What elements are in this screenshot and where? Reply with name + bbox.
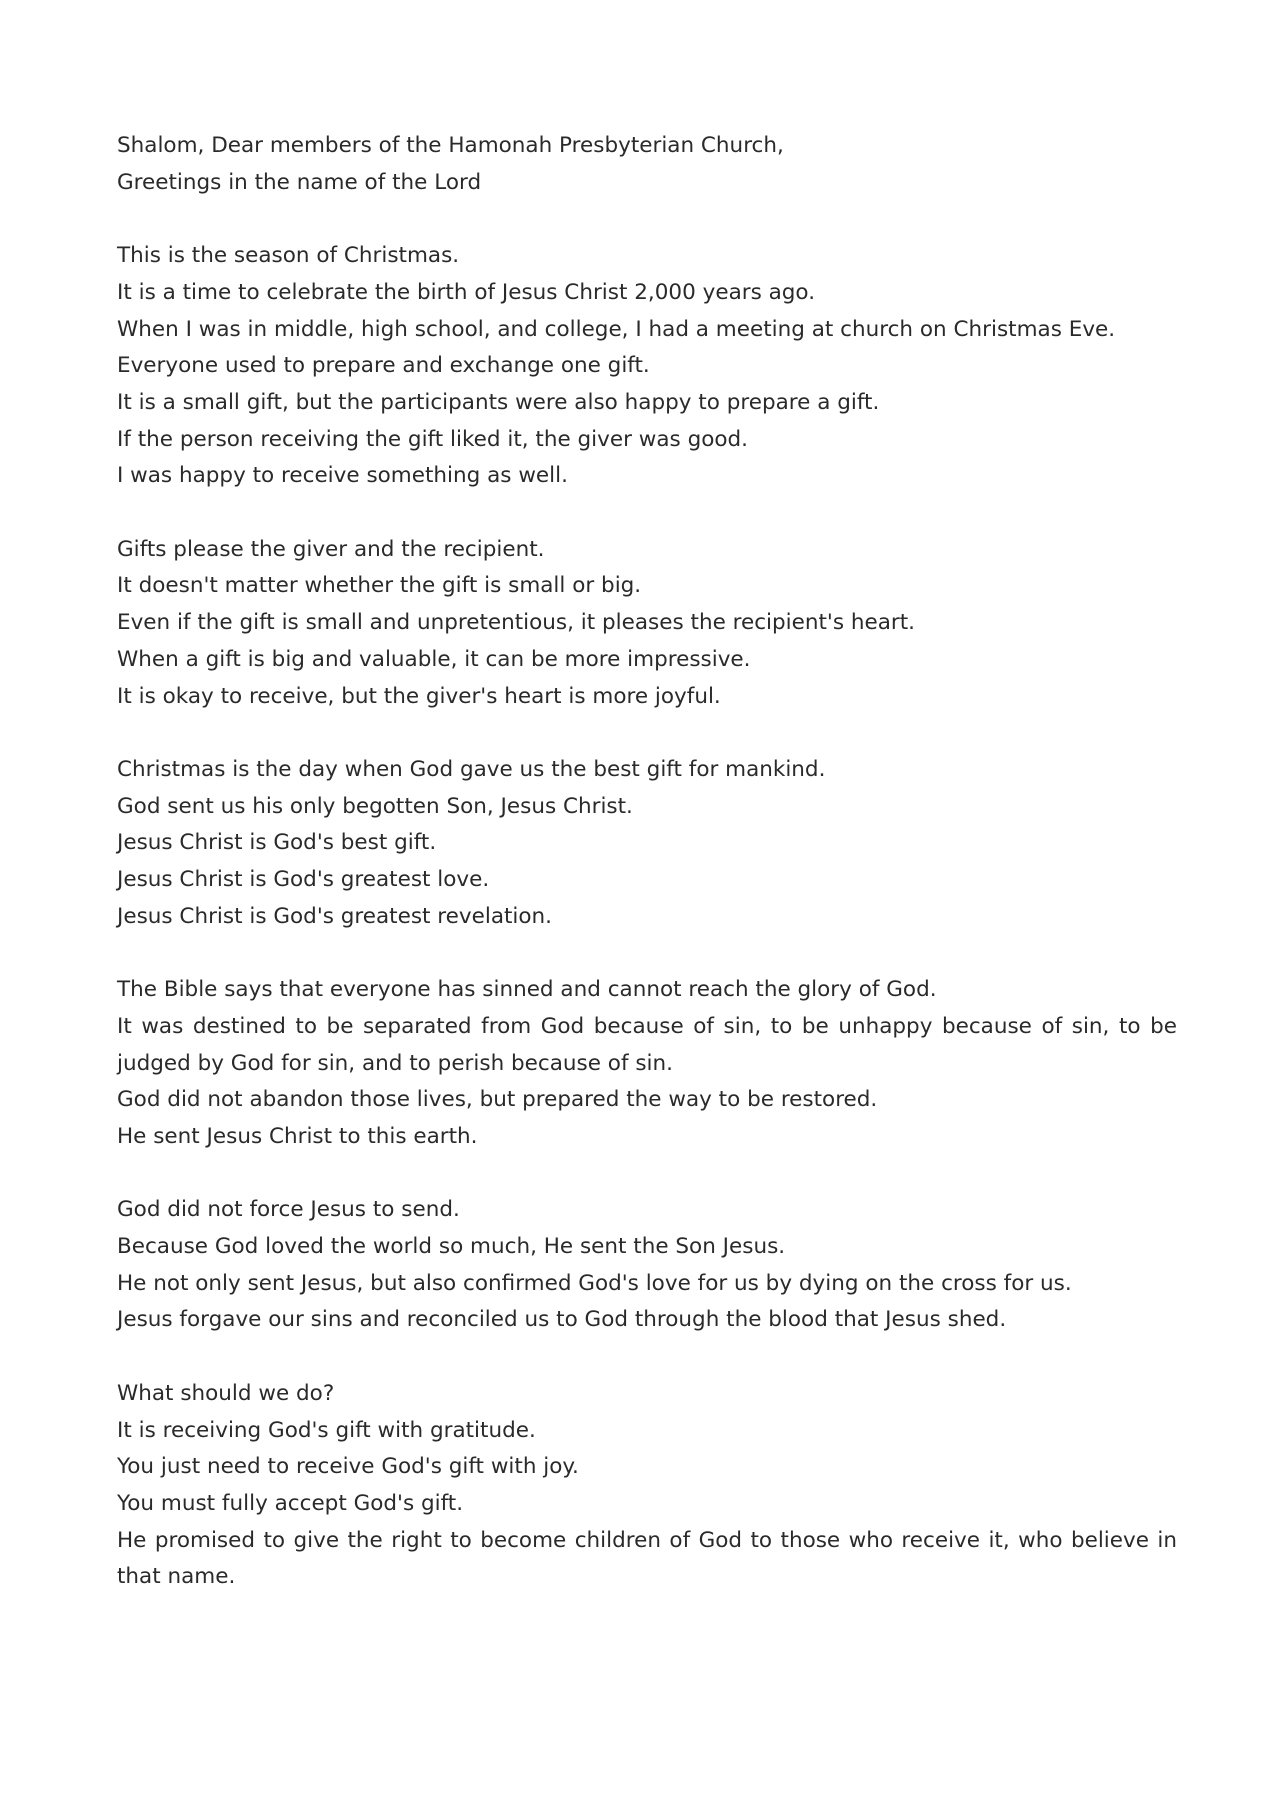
text-line: Jesus forgave our sins and reconciled us to God through the blood that Jesus shed. bbox=[117, 1307, 1007, 1333]
text-line: You just need to receive God's gift with joy. bbox=[117, 1454, 579, 1480]
text-line: He sent Jesus Christ to this earth. bbox=[117, 1123, 478, 1149]
text-line: It is receiving God's gift with gratitude. bbox=[117, 1417, 536, 1443]
text-line: If the person receiving the gift liked it, the giver was good. bbox=[117, 426, 749, 452]
text-line: He not only sent Jesus, but also confirmed God's love for us by dying on the cross for us. bbox=[117, 1270, 1072, 1296]
text-line: It was destined to be separated from God because of sin, to be unhappy because of sin, to be judged by God for sin, and to perish because of sin. bbox=[117, 1013, 1177, 1076]
text-line: It is a small gift, but the participants were also happy to prepare a gift. bbox=[117, 389, 880, 415]
text-line: He promised to give the right to become children of God to those who receive it, who believe in that name. bbox=[117, 1527, 1177, 1590]
text-line: God did not force Jesus to send. bbox=[117, 1197, 460, 1223]
text-line: The Bible says that everyone has sinned and cannot reach the glory of God. bbox=[117, 977, 937, 1003]
text-line: Jesus Christ is God's greatest revelation. bbox=[117, 903, 553, 929]
paragraph-christmas-season bbox=[117, 238, 1177, 495]
text-line: Even if the gift is small and unpretentious, it pleases the recipient's heart. bbox=[117, 610, 916, 636]
text-line: Greetings in the name of the Lord bbox=[117, 169, 482, 195]
paragraph-gifts bbox=[117, 532, 1177, 716]
text-line: Shalom, Dear members of the Hamonah Presbyterian Church, bbox=[117, 133, 784, 158]
text-line: God did not abandon those lives, but prepared the way to be restored. bbox=[117, 1087, 878, 1113]
text-line: I was happy to receive something as well. bbox=[117, 463, 568, 489]
paragraph-what-to-do bbox=[117, 1376, 1177, 1596]
paragraph-bible-sin bbox=[117, 972, 1177, 1156]
paragraph-god-love bbox=[117, 1192, 1177, 1339]
letter-body bbox=[117, 128, 1177, 1633]
paragraph-best-gift bbox=[117, 752, 1177, 936]
text-line: Because God loved the world so much, He sent the Son Jesus. bbox=[117, 1234, 786, 1260]
text-line: When a gift is big and valuable, it can be more impressive. bbox=[117, 646, 751, 672]
text-line: This is the season of Christmas. bbox=[117, 243, 460, 269]
text-line: It is okay to receive, but the giver's heart is more joyful. bbox=[117, 683, 721, 709]
text-line: Jesus Christ is God's greatest love. bbox=[117, 867, 490, 893]
text-line: When I was in middle, high school, and college, I had a meeting at church on Christmas Eve. bbox=[117, 316, 1116, 342]
text-line: Jesus Christ is God's best gift. bbox=[117, 830, 437, 856]
text-line: It doesn't matter whether the gift is small or big. bbox=[117, 573, 642, 599]
text-line: Gifts please the giver and the recipient. bbox=[117, 536, 545, 562]
text-line: Christmas is the day when God gave us the best gift for mankind. bbox=[117, 756, 826, 782]
text-line: You must fully accept God's gift. bbox=[117, 1490, 464, 1516]
text-line: God sent us his only begotten Son, Jesus Christ. bbox=[117, 793, 633, 819]
text-line: It is a time to celebrate the birth of Jesus Christ 2,000 years ago. bbox=[117, 279, 816, 305]
text-line: Everyone used to prepare and exchange one gift. bbox=[117, 353, 650, 379]
text-line: What should we do? bbox=[117, 1380, 335, 1406]
paragraph-greeting bbox=[117, 128, 1177, 201]
